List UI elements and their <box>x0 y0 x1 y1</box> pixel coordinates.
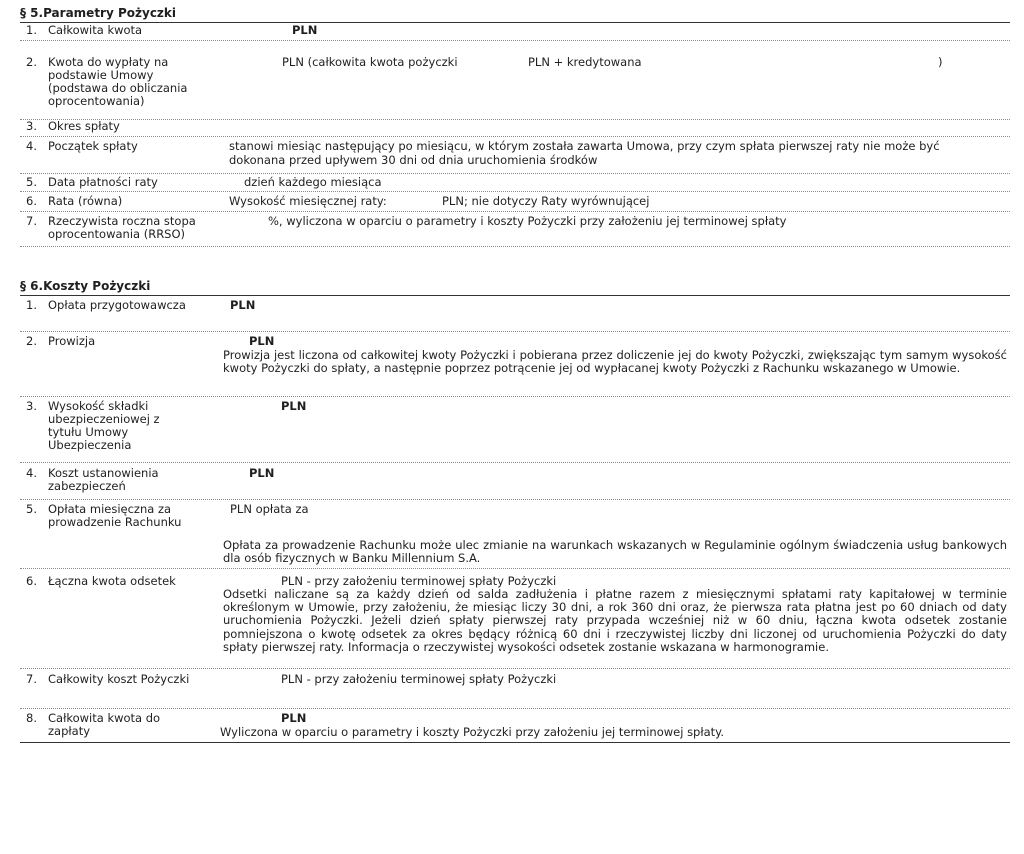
row-number: 7. <box>26 214 37 228</box>
row-number: 6. <box>26 194 37 208</box>
table-row <box>20 568 1010 669</box>
row-value: PLN <box>281 711 307 725</box>
section-5-title: § 5.Parametry Pożyczki <box>20 6 1010 23</box>
table-row <box>20 668 1010 709</box>
row-number: 5. <box>26 175 37 189</box>
row-label: Koszt ustanowienia zabezpieczeń <box>48 466 159 493</box>
row-description: Wyliczona w oparciu o parametry i koszty Pożyczki przy założeniu jej terminowej spłaty. <box>220 725 725 739</box>
row-value: PLN - przy założeniu terminowej spłaty Pożyczki <box>281 574 557 588</box>
row-value-2: dokonana przed upływem 30 dni od dnia uruchomienia środków <box>229 153 598 167</box>
table-row <box>20 499 1010 569</box>
row-label: Data płatności raty <box>48 175 158 189</box>
row-value: PLN <box>249 334 275 348</box>
row-number: 2. <box>26 334 37 348</box>
row-label: Opłata miesięczna za prowadzenie Rachunku <box>48 502 182 529</box>
row-description: Odsetki naliczane są za każdy dzień od salda zadłużenia i płatne razem z miesięcznymi spłatami raty kapitałowej w terminie określonym w Umowie, przy założeniu, że miesiąc liczy 30 dni, a rok 360 dni oraz, że pierwsza rata płatna jest po 60 dniach od daty uruchomienia Pożyczki. Jeżeli dzień spłaty pierwszej raty przypada wcześniej niż w 60 dniu, łączna kwota odsetek zostanie pomniejszona o kwotę odsetek za okres będący różnicą 60 dni i rzeczywistej liczby dni liczonej od uruchomienia Pożyczki do daty spłaty pierwszej raty. Informacja o rzeczywistej wysokości odsetek zostanie wskazana w harmonogramie. <box>223 587 1007 654</box>
row-label: Opłata przygotowawcza <box>48 298 186 312</box>
row-value-2: PLN; nie dotyczy Raty wyrównującej <box>442 194 650 208</box>
row-value-2: PLN + kredytowana <box>528 55 642 69</box>
table-row <box>20 23 1010 41</box>
row-number: 3. <box>26 119 37 133</box>
row-description: Opłata za prowadzenie Rachunku może ulec zmianie na warunkach wskazanych w Regulaminie ogólnym świadczenia usług bankowych dla osób fizycznych w Banku Millennium S.A. <box>223 538 1007 566</box>
row-value: Wysokość miesięcznej raty: <box>229 194 387 208</box>
table-row <box>20 396 1010 463</box>
row-label: Całkowita kwota do zapłaty <box>48 711 161 738</box>
row-number: 6. <box>26 574 37 588</box>
row-label: Łączna kwota odsetek <box>48 574 176 588</box>
row-number: 2. <box>26 55 37 69</box>
row-number: 3. <box>26 399 37 413</box>
row-label: Całkowity koszt Pożyczki <box>48 672 190 686</box>
row-number: 5. <box>26 502 37 516</box>
table-row <box>20 462 1010 500</box>
row-value: PLN <box>281 399 307 413</box>
row-label: Rata (równa) <box>48 194 123 208</box>
row-number: 7. <box>26 672 37 686</box>
table-row <box>20 136 1010 174</box>
row-number: 8. <box>26 711 37 725</box>
row-value: dzień każdego miesiąca <box>244 175 382 189</box>
table-row <box>20 173 1010 192</box>
row-label: Wysokość składki ubezpieczeniowej z tytułu Umowy Ubezpieczenia <box>48 399 160 452</box>
table-row <box>20 40 1010 120</box>
table-row <box>20 296 1010 332</box>
row-value: PLN - przy założeniu terminowej spłaty Pożyczki <box>281 672 557 686</box>
row-number: 4. <box>26 466 37 480</box>
row-value: PLN (całkowita kwota pożyczki <box>282 55 458 69</box>
row-number: 4. <box>26 139 37 153</box>
section-6-title: § 6.Koszty Pożyczki <box>20 279 1010 296</box>
table-row <box>20 708 1010 743</box>
row-value: %, wyliczona w oparciu o parametry i koszty Pożyczki przy założeniu jej terminowej spłaty <box>268 214 787 228</box>
row-value-3: ) <box>938 55 943 69</box>
table-row <box>20 211 1010 247</box>
row-value: PLN <box>292 23 318 37</box>
table-row <box>20 331 1010 397</box>
row-value: stanowi miesiąc następujący po miesiącu, w którym została zawarta Umowa, przy czym spłata pierwszej raty nie może być <box>229 139 940 153</box>
row-label: Rzeczywista roczna stopa oprocentowania (RRSO) <box>48 214 196 241</box>
row-label: Całkowita kwota <box>48 23 143 37</box>
row-value: PLN opłata za <box>230 502 309 516</box>
row-label: Początek spłaty <box>48 139 138 153</box>
row-value: PLN <box>230 298 256 312</box>
row-number: 1. <box>26 298 37 312</box>
row-value: PLN <box>249 466 275 480</box>
row-label: Kwota do wypłaty na podstawie Umowy (podstawa do obliczania oprocentowania) <box>48 55 188 108</box>
row-label: Prowizja <box>48 334 96 348</box>
row-label: Okres spłaty <box>48 119 120 133</box>
row-description: Prowizja jest liczona od całkowitej kwoty Pożyczki i pobierana przez doliczenie jej do kwoty Pożyczki, zwiększając tym samym wysokość kwoty Pożyczki do spłaty, a następnie poprzez potrącenie jej od wypłacanej kwoty Pożyczki z Rachunku wskazanego w Umowie. <box>223 348 1007 376</box>
table-row <box>20 119 1010 137</box>
row-number: 1. <box>26 23 37 37</box>
table-row <box>20 191 1010 212</box>
